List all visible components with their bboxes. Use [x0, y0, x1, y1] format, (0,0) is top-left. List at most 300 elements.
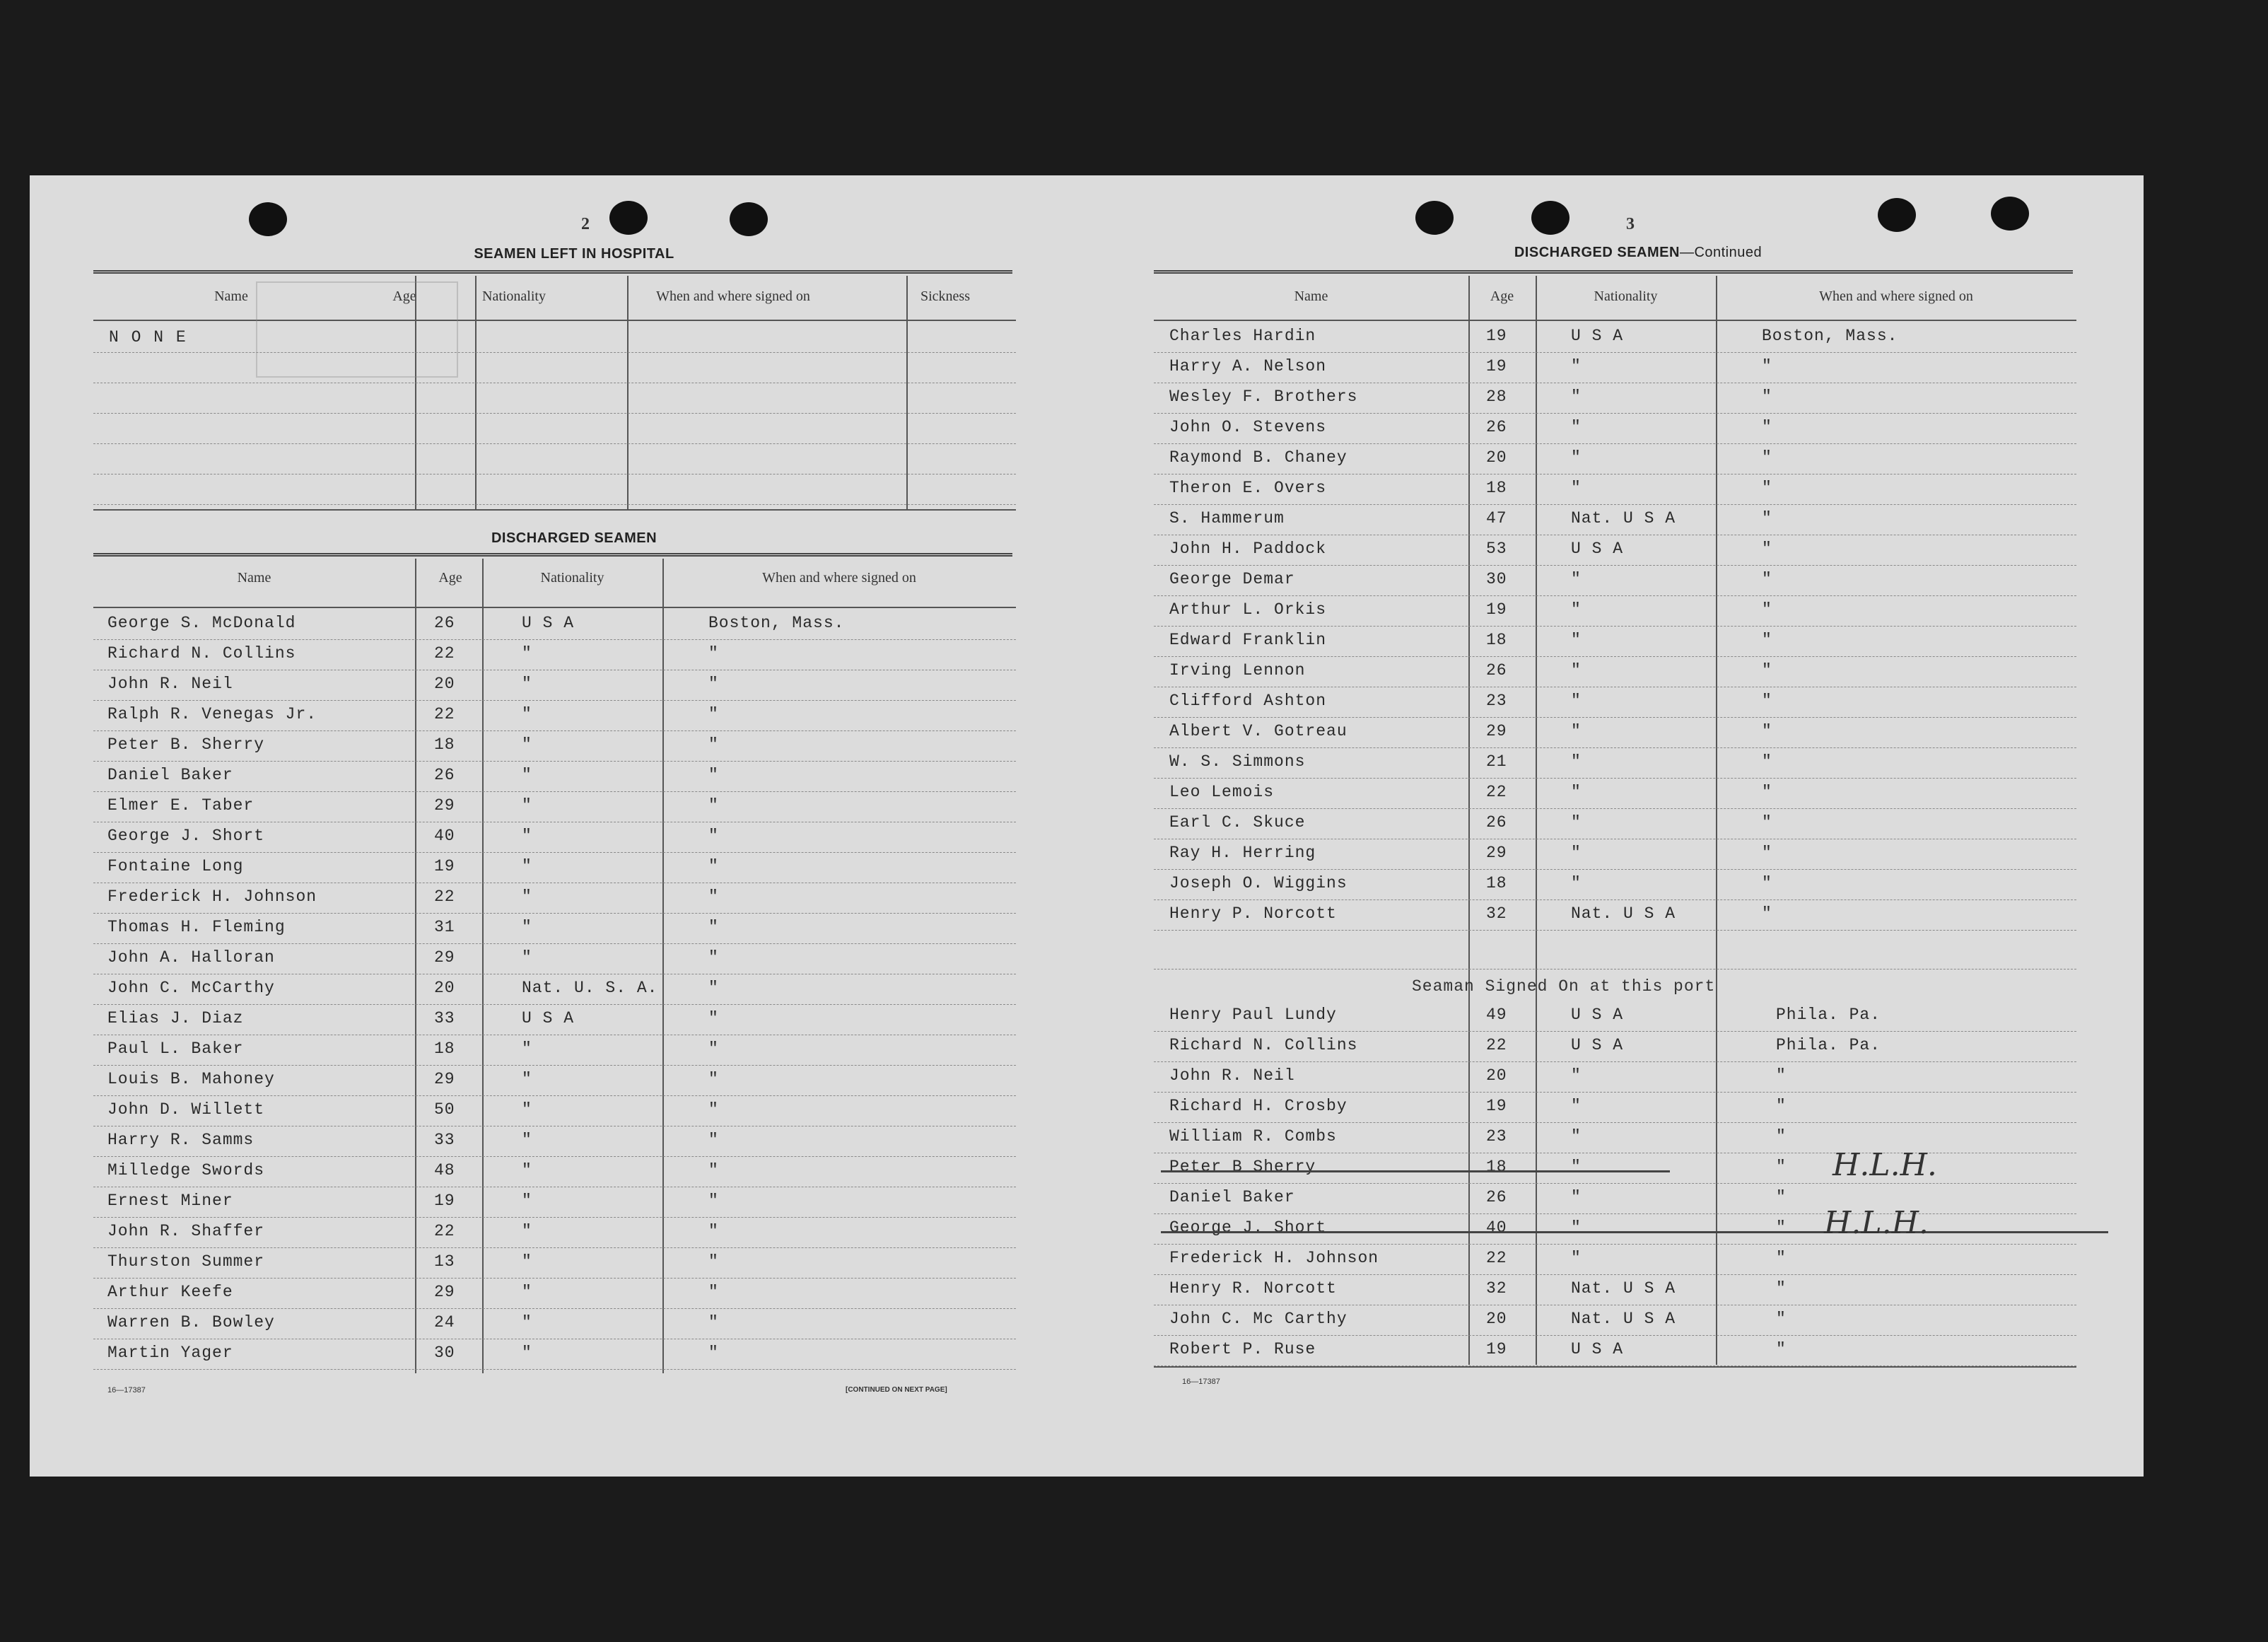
seaman-name: Robert P. Ruse: [1169, 1340, 1316, 1358]
seaman-nationality: ": [522, 1344, 532, 1362]
seaman-name: Leo Lemois: [1169, 783, 1275, 801]
rule: [1154, 270, 2073, 274]
seaman-signed-on: ": [1762, 904, 1772, 923]
row-line: [93, 413, 1016, 414]
seaman-nationality: Nat. U S A: [1571, 904, 1676, 923]
table-row: [1154, 535, 2076, 566]
seaman-name: Joseph O. Wiggins: [1169, 874, 1348, 892]
hospital-header-age: Age: [392, 289, 416, 304]
discharged-continued-title: [1154, 245, 2122, 261]
form-number: 16—17387: [1182, 1378, 1220, 1386]
seaman-name: Arthur Keefe: [107, 1283, 233, 1301]
table-row: [1154, 809, 2076, 839]
seaman-age: 20: [1486, 1310, 1507, 1328]
row-line: [93, 1369, 1016, 1370]
seaman-nationality: ": [1571, 722, 1582, 740]
seaman-signed-on: ": [708, 979, 719, 997]
seaman-age: 22: [434, 1222, 455, 1240]
seaman-name: W. S. Simmons: [1169, 752, 1306, 771]
seaman-nationality: ": [1571, 813, 1582, 832]
seaman-age: 22: [1486, 783, 1507, 801]
seaman-age: 19: [1486, 600, 1507, 619]
table-row: [1154, 779, 2076, 809]
seaman-nationality: ": [1571, 752, 1582, 771]
row-line: [93, 352, 1016, 353]
table-row: [1154, 383, 2076, 414]
seaman-name: John A. Halloran: [107, 948, 275, 967]
seaman-age: 30: [1486, 570, 1507, 588]
seaman-age: 48: [434, 1161, 455, 1180]
seaman-age: 20: [1486, 448, 1507, 467]
seaman-age: 30: [434, 1344, 455, 1362]
table-row: [1154, 1214, 2076, 1245]
seaman-age: 31: [434, 918, 455, 936]
seaman-nationality: U S A: [522, 614, 575, 632]
seaman-nationality: ": [1571, 692, 1582, 710]
table-row: [93, 1096, 1016, 1126]
seaman-name: Thomas H. Fleming: [107, 918, 286, 936]
received-stamp: [256, 281, 458, 378]
seaman-name: John R. Shaffer: [107, 1222, 265, 1240]
seaman-name: George J. Short: [107, 827, 265, 845]
seaman-age: 29: [1486, 722, 1507, 740]
seaman-nationality: ": [522, 1222, 532, 1240]
seaman-age: 18: [1486, 1158, 1507, 1176]
seaman-age: 29: [434, 948, 455, 967]
table-row: [1154, 353, 2076, 383]
seaman-signed-on: ": [708, 1100, 719, 1119]
seaman-nationality: ": [522, 857, 532, 875]
seaman-age: 22: [434, 644, 455, 663]
seaman-age: 50: [434, 1100, 455, 1119]
row-line: [1154, 969, 2076, 970]
seaman-age: 29: [434, 796, 455, 815]
seaman-age: 32: [1486, 1279, 1507, 1298]
header-signed-on: When and where signed on: [762, 570, 916, 586]
table-row: [93, 822, 1016, 853]
seaman-age: 22: [1486, 1036, 1507, 1054]
table-row: [1154, 870, 2076, 900]
seaman-name: Peter B Sherry: [1169, 1158, 1316, 1176]
seaman-signed-on: ": [1762, 631, 1772, 649]
seaman-signed-on: ": [708, 796, 719, 815]
form-number: 16—17387: [107, 1386, 146, 1394]
table-row: [1154, 1153, 2076, 1184]
seaman-signed-on: ": [1762, 692, 1772, 710]
seaman-signed-on: ": [1762, 722, 1772, 740]
seaman-name: Albert V. Gotreau: [1169, 722, 1348, 740]
seaman-signed-on: ": [708, 918, 719, 936]
seaman-nationality: ": [522, 644, 532, 663]
seaman-nationality: ": [522, 1283, 532, 1301]
seaman-nationality: ": [1571, 479, 1582, 497]
table-row: [93, 914, 1016, 944]
seaman-age: 29: [1486, 844, 1507, 862]
seaman-signed-on: ": [708, 1222, 719, 1240]
seaman-signed-on: ": [708, 887, 719, 906]
seaman-name: Daniel Baker: [107, 766, 233, 784]
seaman-signed-on: ": [1776, 1279, 1787, 1298]
seaman-nationality: ": [1571, 448, 1582, 467]
seaman-nationality: ": [1571, 844, 1582, 862]
seaman-nationality: ": [1571, 1158, 1582, 1176]
seaman-signed-on: ": [1762, 813, 1772, 832]
table-row: [93, 1005, 1016, 1035]
seaman-signed-on: ": [1762, 844, 1772, 862]
seaman-nationality: U S A: [1571, 327, 1624, 345]
seaman-name: Earl C. Skuce: [1169, 813, 1306, 832]
seaman-name: Ray H. Herring: [1169, 844, 1316, 862]
seaman-signed-on: ": [708, 1009, 719, 1027]
seaman-name: John O. Stevens: [1169, 418, 1327, 436]
seaman-nationality: ": [522, 918, 532, 936]
seaman-age: 53: [1486, 540, 1507, 558]
table-row: [93, 1218, 1016, 1248]
hospital-header-nationality: Nationality: [482, 289, 546, 304]
seaman-age: 26: [434, 614, 455, 632]
seaman-age: 32: [1486, 904, 1507, 923]
seaman-name: Theron E. Overs: [1169, 479, 1327, 497]
seaman-age: 18: [1486, 631, 1507, 649]
seaman-signed-on: ": [708, 675, 719, 693]
hospital-header-name: Name: [214, 289, 248, 304]
table-row: [93, 1187, 1016, 1218]
seaman-age: 29: [434, 1070, 455, 1088]
header-age: Age: [1490, 289, 1514, 304]
seaman-nationality: Nat. U. S. A.: [522, 979, 658, 997]
seaman-age: 19: [1486, 1097, 1507, 1115]
seaman-signed-on: ": [1776, 1340, 1787, 1358]
table-row: [1154, 505, 2076, 535]
table-row: [93, 853, 1016, 883]
table-row: [93, 670, 1016, 701]
document-sheet: [30, 175, 2144, 1477]
seaman-nationality: ": [522, 1040, 532, 1058]
seaman-signed-on: ": [708, 705, 719, 723]
hospital-header-signed-on: When and where signed on: [656, 289, 810, 304]
seaman-age: 24: [434, 1313, 455, 1332]
seaman-nationality: ": [1571, 1127, 1582, 1146]
seaman-signed-on: ": [708, 1344, 719, 1362]
seaman-age: 19: [434, 1192, 455, 1210]
table-row: [1154, 1336, 2076, 1366]
table-row: [1154, 839, 2076, 870]
seaman-name: Raymond B. Chaney: [1169, 448, 1348, 467]
page-number: 2: [581, 215, 590, 233]
seaman-name: Henry R. Norcott: [1169, 1279, 1337, 1298]
seaman-nationality: ": [522, 1100, 532, 1119]
table-row: [93, 640, 1016, 670]
seaman-nationality: ": [522, 705, 532, 723]
table-row: [93, 1248, 1016, 1279]
seaman-name: John H. Paddock: [1169, 540, 1327, 558]
seaman-signed-on: ": [1762, 752, 1772, 771]
seaman-name: Charles Hardin: [1169, 327, 1316, 345]
seaman-nationality: ": [1571, 418, 1582, 436]
seaman-age: 18: [1486, 874, 1507, 892]
seaman-nationality: U S A: [1571, 1006, 1624, 1024]
seaman-name: John D. Willett: [107, 1100, 265, 1119]
rule: [93, 320, 1016, 321]
seaman-age: 18: [434, 1040, 455, 1058]
seaman-nationality: ": [522, 675, 532, 693]
seaman-signed-on: ": [1776, 1188, 1787, 1206]
seaman-signed-on: ": [1776, 1158, 1787, 1176]
seaman-age: 18: [1486, 479, 1507, 497]
seaman-signed-on: Boston, Mass.: [1762, 327, 1898, 345]
seaman-name: John R. Neil: [107, 675, 233, 693]
rule: [93, 509, 1016, 511]
seaman-nationality: ": [1571, 783, 1582, 801]
table-row: [1154, 1184, 2076, 1214]
seaman-age: 40: [434, 827, 455, 845]
seaman-nationality: ": [522, 735, 532, 754]
table-row: [93, 701, 1016, 731]
hospital-entry: N O N E: [109, 328, 187, 347]
seaman-signed-on: ": [708, 1283, 719, 1301]
seaman-signed-on: ": [1776, 1249, 1787, 1267]
table-row: [93, 1035, 1016, 1066]
seaman-name: Richard H. Crosby: [1169, 1097, 1348, 1115]
seaman-name: George S. McDonald: [107, 614, 296, 632]
seaman-nationality: ": [1571, 661, 1582, 680]
seaman-name: John R. Neil: [1169, 1066, 1295, 1085]
seaman-name: William R. Combs: [1169, 1127, 1337, 1146]
seaman-name: George Demar: [1169, 570, 1295, 588]
seaman-name: Paul L. Baker: [107, 1040, 244, 1058]
seaman-nationality: ": [522, 1131, 532, 1149]
seaman-signed-on: ": [708, 1131, 719, 1149]
seaman-nationality: ": [1571, 631, 1582, 649]
rule: [1154, 1366, 2076, 1368]
seaman-signed-on: ": [1762, 509, 1772, 528]
seaman-nationality: U S A: [1571, 1340, 1624, 1358]
seaman-signed-on: ": [1776, 1310, 1787, 1328]
seaman-age: 40: [1486, 1218, 1507, 1237]
table-row: [93, 1157, 1016, 1187]
seaman-signed-on: ": [1762, 783, 1772, 801]
table-row: [1154, 900, 2076, 931]
seaman-signed-on: Phila. Pa.: [1776, 1036, 1881, 1054]
header-name: Name: [237, 570, 271, 586]
signed-on-heading: Seaman Signed On at this port: [1412, 977, 1716, 996]
seaman-nationality: ": [522, 1313, 532, 1332]
seaman-signed-on: ": [1776, 1097, 1787, 1115]
table-row: [93, 762, 1016, 792]
page-number: 3: [1626, 215, 1635, 233]
seaman-nationality: ": [522, 766, 532, 784]
seaman-nationality: ": [522, 948, 532, 967]
table-row: [1154, 414, 2076, 444]
seaman-name: Ralph R. Venegas Jr.: [107, 705, 317, 723]
seaman-age: 23: [1486, 692, 1507, 710]
seaman-signed-on: ": [1762, 418, 1772, 436]
header-signed-on: When and where signed on: [1819, 289, 1973, 304]
seaman-nationality: ": [1571, 570, 1582, 588]
seaman-signed-on: ": [708, 1313, 719, 1332]
seaman-name: Wesley F. Brothers: [1169, 388, 1358, 406]
row-line: [1154, 930, 2076, 931]
strike-through: [1161, 1170, 1670, 1172]
seaman-signed-on: ": [708, 948, 719, 967]
header-name: Name: [1294, 289, 1328, 304]
seaman-nationality: ": [1571, 1188, 1582, 1206]
seaman-age: 13: [434, 1252, 455, 1271]
seaman-signed-on: ": [708, 1070, 719, 1088]
seaman-nationality: ": [1571, 357, 1582, 375]
seaman-signed-on: ": [708, 1161, 719, 1180]
rule: [93, 553, 1012, 557]
table-row: [1154, 1275, 2076, 1305]
seaman-age: 22: [434, 887, 455, 906]
seaman-name: Harry R. Samms: [107, 1131, 255, 1149]
seaman-signed-on: ": [708, 1040, 719, 1058]
seaman-age: 26: [1486, 813, 1507, 832]
rule: [1154, 320, 2076, 321]
seaman-nationality: ": [522, 827, 532, 845]
seaman-name: Clifford Ashton: [1169, 692, 1327, 710]
table-row: [1154, 474, 2076, 505]
table-row: [1154, 1305, 2076, 1336]
row-line: [93, 443, 1016, 444]
table-row: [93, 792, 1016, 822]
seaman-name: Henry Paul Lundy: [1169, 1006, 1337, 1024]
seaman-signed-on: Boston, Mass.: [708, 614, 845, 632]
table-row: [93, 1279, 1016, 1309]
seaman-age: 47: [1486, 509, 1507, 528]
seaman-signed-on: ": [1776, 1127, 1787, 1146]
seaman-age: 29: [434, 1283, 455, 1301]
seaman-name: Peter B. Sherry: [107, 735, 265, 754]
table-row: [1154, 748, 2076, 779]
seaman-age: 20: [1486, 1066, 1507, 1085]
seaman-age: 33: [434, 1009, 455, 1027]
seaman-nationality: ": [1571, 1066, 1582, 1085]
seaman-age: 26: [1486, 1188, 1507, 1206]
seaman-name: Thurston Summer: [107, 1252, 265, 1271]
seaman-name: S. Hammerum: [1169, 509, 1285, 528]
table-row: [1154, 1001, 2076, 1032]
seaman-age: 33: [434, 1131, 455, 1149]
table-row: [93, 1339, 1016, 1370]
seaman-nationality: ": [522, 1070, 532, 1088]
discharged-title: DISCHARGED SEAMEN: [491, 530, 657, 546]
seaman-name: Frederick H. Johnson: [1169, 1249, 1379, 1267]
seaman-nationality: ": [1571, 1218, 1582, 1237]
seaman-name: Elmer E. Taber: [107, 796, 255, 815]
seaman-name: Milledge Swords: [107, 1161, 265, 1180]
table-row: [93, 974, 1016, 1005]
header-nationality: Nationality: [540, 570, 604, 586]
handwritten-initials: H.L.H.: [1832, 1147, 1937, 1183]
seaman-name: Irving Lennon: [1169, 661, 1306, 680]
seaman-nationality: ": [1571, 600, 1582, 619]
seaman-name: Warren B. Bowley: [107, 1313, 275, 1332]
seaman-age: 26: [1486, 661, 1507, 680]
rule: [93, 607, 1016, 608]
seaman-name: Ernest Miner: [107, 1192, 233, 1210]
seaman-name: Elias J. Diaz: [107, 1009, 244, 1027]
seaman-nationality: Nat. U S A: [1571, 509, 1676, 528]
table-row: [1154, 657, 2076, 687]
seaman-nationality: U S A: [1571, 540, 1624, 558]
seaman-nationality: ": [1571, 874, 1582, 892]
seaman-age: 19: [1486, 357, 1507, 375]
table-row: [1154, 1062, 2076, 1093]
seaman-nationality: ": [522, 1192, 532, 1210]
seaman-age: 19: [1486, 327, 1507, 345]
seaman-signed-on: ": [708, 1192, 719, 1210]
seaman-nationality: U S A: [1571, 1036, 1624, 1054]
seaman-nationality: ": [522, 887, 532, 906]
seaman-signed-on: ": [1776, 1218, 1787, 1237]
seaman-signed-on: ": [1762, 479, 1772, 497]
seaman-name: John C. McCarthy: [107, 979, 275, 997]
hospital-title: SEAMEN LEFT IN HOSPITAL: [474, 246, 674, 262]
table-row: [1154, 322, 2076, 353]
seaman-age: 26: [434, 766, 455, 784]
seaman-name: Henry P. Norcott: [1169, 904, 1337, 923]
seaman-nationality: ": [1571, 1097, 1582, 1115]
seaman-age: 18: [434, 735, 455, 754]
seaman-nationality: Nat. U S A: [1571, 1310, 1676, 1328]
seaman-signed-on: ": [1762, 388, 1772, 406]
seaman-age: 20: [434, 979, 455, 997]
seaman-nationality: ": [1571, 1249, 1582, 1267]
right-page: [1154, 175, 2122, 1477]
seaman-nationality: U S A: [522, 1009, 575, 1027]
table-row: [1154, 1245, 2076, 1275]
seaman-name: Harry A. Nelson: [1169, 357, 1327, 375]
table-row: [1154, 687, 2076, 718]
seaman-signed-on: ": [708, 735, 719, 754]
seaman-age: 22: [434, 705, 455, 723]
seaman-age: 23: [1486, 1127, 1507, 1146]
seaman-age: 22: [1486, 1249, 1507, 1267]
table-row: [93, 610, 1016, 640]
handwritten-initials: H.L.H.: [1824, 1205, 1929, 1241]
seaman-signed-on: ": [1762, 874, 1772, 892]
seaman-nationality: ": [522, 1161, 532, 1180]
table-row: [93, 1309, 1016, 1339]
table-row: [1154, 566, 2076, 596]
seaman-nationality: ": [1571, 388, 1582, 406]
seaman-name: George J. Short: [1169, 1218, 1327, 1237]
seaman-age: 28: [1486, 388, 1507, 406]
seaman-signed-on: ": [1776, 1066, 1787, 1085]
seaman-signed-on: ": [708, 857, 719, 875]
table-row: [93, 1066, 1016, 1096]
seaman-signed-on: ": [708, 1252, 719, 1271]
seaman-nationality: ": [522, 1252, 532, 1271]
seaman-name: Fontaine Long: [107, 857, 244, 875]
seaman-signed-on: ": [1762, 540, 1772, 558]
table-row: [1154, 627, 2076, 657]
seaman-age: 21: [1486, 752, 1507, 771]
title-suffix: —Continued: [1679, 245, 1763, 260]
rule: [93, 270, 1012, 274]
table-row: [1154, 1123, 2076, 1153]
table-row: [93, 731, 1016, 762]
seaman-age: 19: [434, 857, 455, 875]
seaman-age: 20: [434, 675, 455, 693]
table-row: [1154, 1032, 2076, 1062]
seaman-name: Louis B. Mahoney: [107, 1070, 275, 1088]
table-row: [1154, 718, 2076, 748]
table-row: [1154, 1093, 2076, 1123]
seaman-nationality: ": [522, 796, 532, 815]
seaman-name: Arthur L. Orkis: [1169, 600, 1327, 619]
